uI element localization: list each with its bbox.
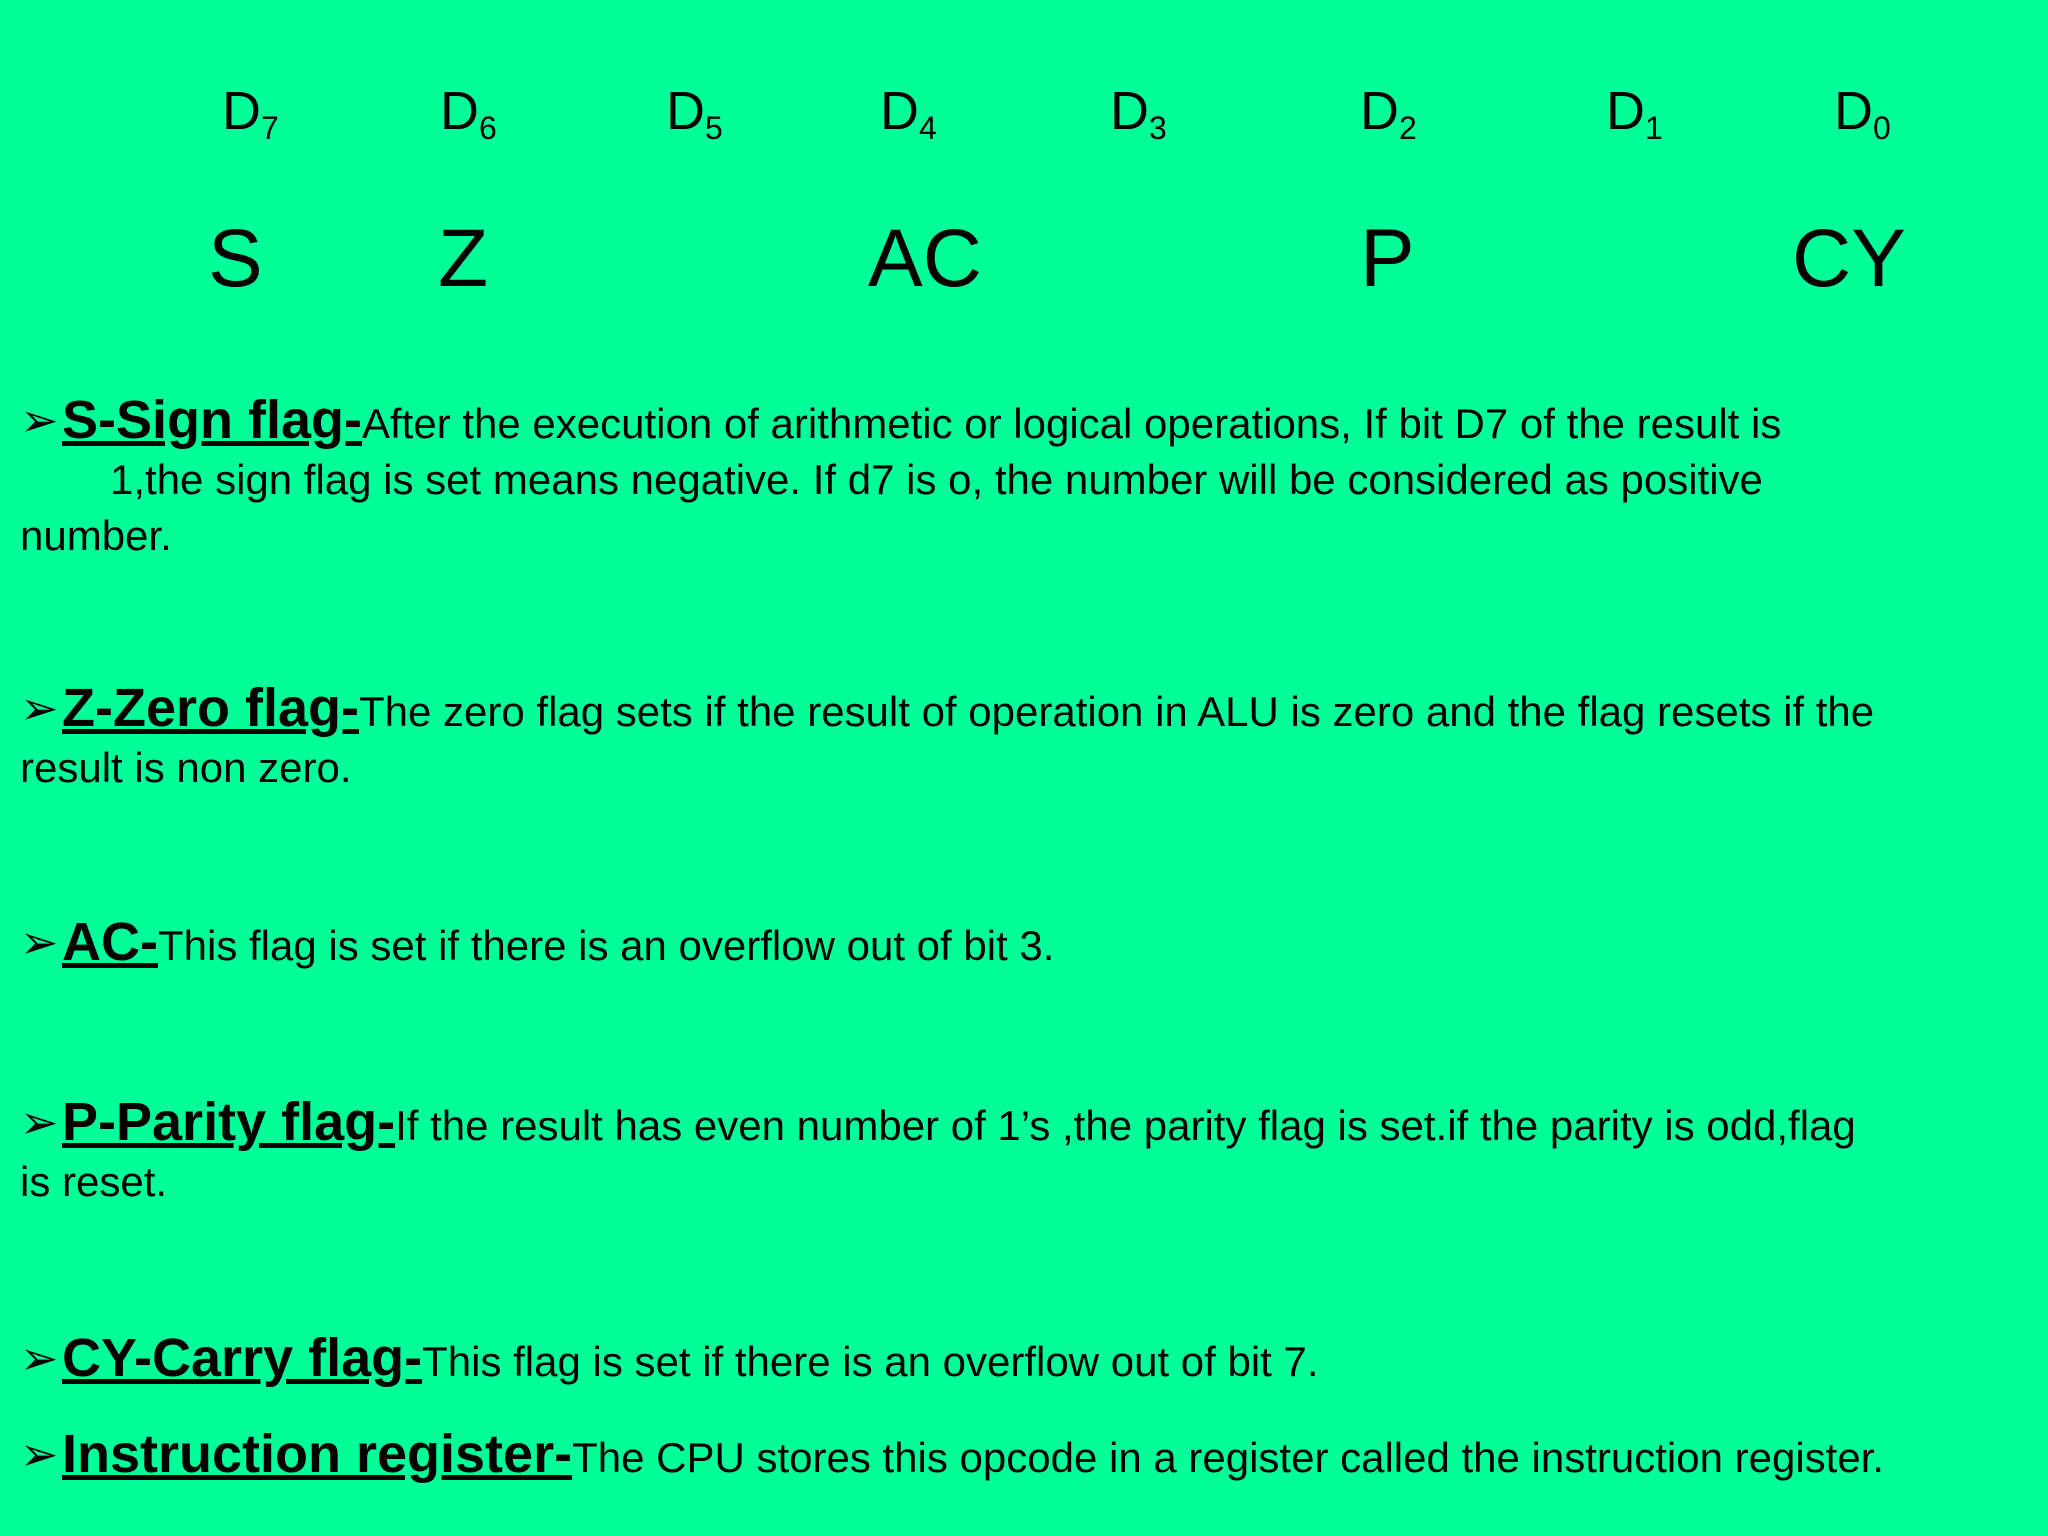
bullet-arrow-icon: ➢ [20,916,59,968]
flag-name-z: Z [438,213,489,304]
bit-label-d7: $D_7$ [222,81,279,146]
bit-label-d3: $D_3$ [1110,81,1167,146]
ac-flag-text-line1: This flag is set if there is an overflow out of bit 3. [157,922,1055,969]
instruction-register-description [20,1426,2030,1486]
bullet-arrow-icon: ➢ [20,394,59,446]
zero-flag-term: Z-Zero flag- [62,678,359,738]
carry-flag-text-line1: This flag is set if there is an overflow out of bit 7. [422,1338,1319,1385]
carry-flag-term: CY-Carry flag- [62,1328,423,1388]
bit-label-d0: $D_0$ [1834,81,1891,146]
flag-name-s: S [208,213,263,304]
sign-flag-description [20,392,2030,564]
sign-flag-term: S-Sign flag- [62,390,362,450]
instruction-register-text-line1: The CPU stores this opcode in a register called the instruction register. [572,1434,1885,1481]
bit-label-d4: $D_4$ [880,81,937,146]
ac-flag-term: AC- [62,912,158,972]
zero-flag-description [20,680,2030,796]
zero-flag-text-line2: result is non zero. [20,744,352,791]
bullet-arrow-icon: ➢ [20,1096,59,1148]
bullet-arrow-icon: ➢ [20,1428,59,1480]
flag-name-ac: AC [868,213,982,304]
parity-flag-text-line1: If the result has even number of 1’s ,the parity flag is set.if the parity is odd,flag [395,1102,1856,1149]
bit-label-d5: $D_5$ [666,81,723,146]
parity-flag-text-line2: is reset. [20,1158,168,1205]
bit-label-d6: $D_6$ [440,81,497,146]
bit-label-d2: $D_2$ [1360,81,1417,146]
flag-name-p: P [1360,213,1415,304]
sign-flag-text-line1: After the execution of arithmetic or logical operations, If bit D7 of the result is [361,400,1782,447]
instruction-register-term: Instruction register- [62,1424,573,1484]
bullet-arrow-icon: ➢ [20,682,59,734]
ac-flag-description [20,914,2030,974]
carry-flag-description [20,1330,2030,1390]
sign-flag-text-line3: number. [20,512,172,559]
sign-flag-text-line2: 1,the sign flag is set means negative. If d7 is o, the number will be considered as positive [110,456,1763,503]
flag-name-cy: CY [1792,213,1906,304]
parity-flag-term: P-Parity flag- [62,1092,396,1152]
zero-flag-text-line1: The zero flag sets if the result of operation in ALU is zero and the flag resets if the [358,688,1875,735]
bit-label-d1: $D_1$ [1606,81,1663,146]
parity-flag-description [20,1094,2030,1210]
bullet-arrow-icon: ➢ [20,1332,59,1384]
